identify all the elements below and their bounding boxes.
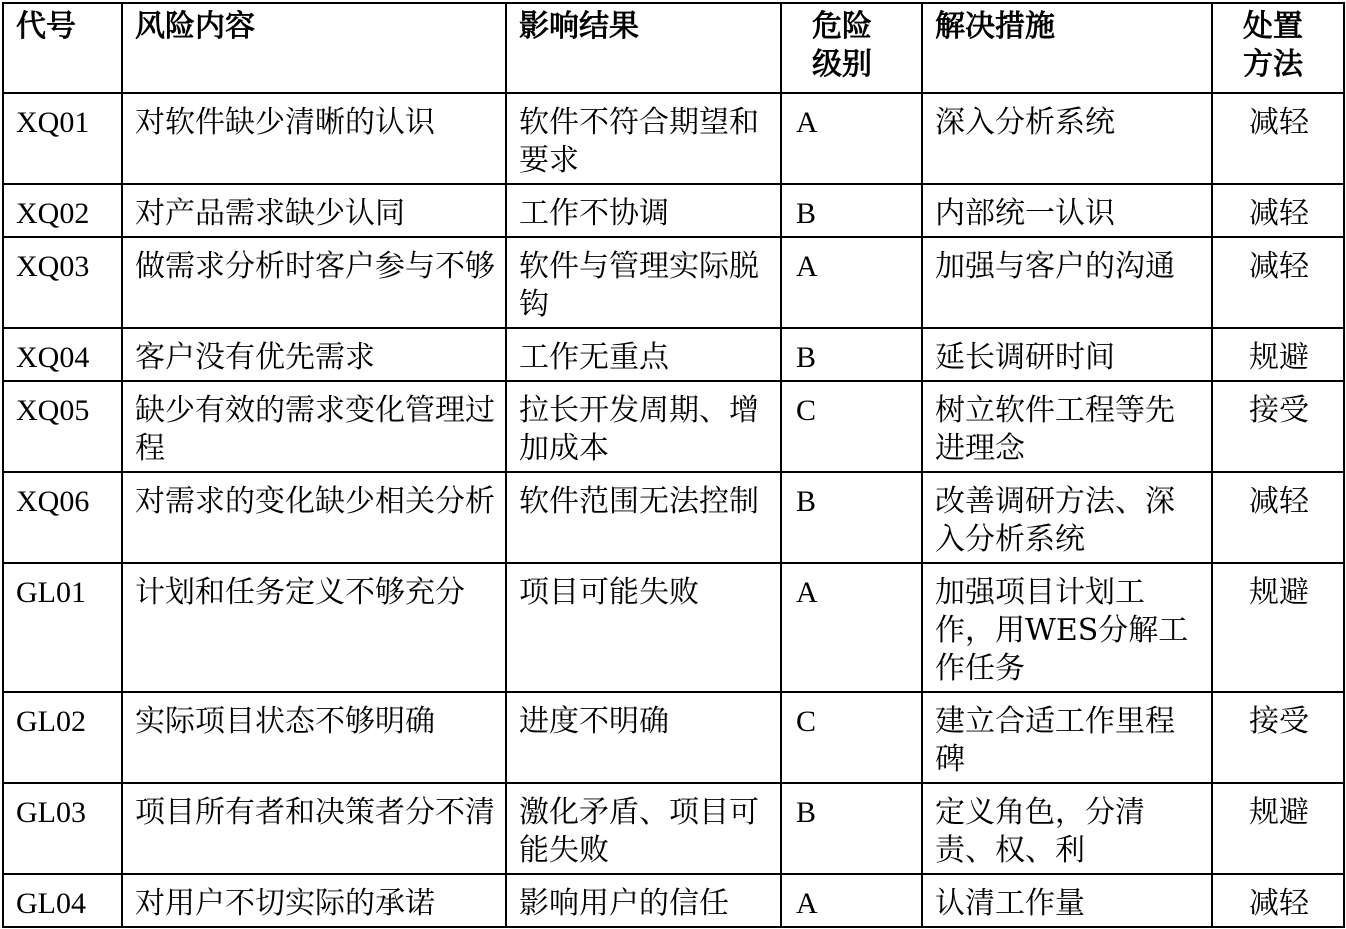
cell-code: XQ03 <box>3 237 122 328</box>
cell-measure: 加强项目计划工作，用WES分解工作任务 <box>922 563 1212 692</box>
cell-risk: 计划和任务定义不够充分 <box>122 563 506 692</box>
cell-level: B <box>781 328 922 381</box>
cell-code: XQ01 <box>3 93 122 184</box>
table-row <box>3 237 1344 328</box>
cell-measure: 定义角色，分清责、权、利 <box>922 783 1212 874</box>
cell-impact: 软件范围无法控制 <box>506 472 781 563</box>
table-row <box>3 472 1344 563</box>
header-measure: 解决措施 <box>922 3 1212 93</box>
cell-measure: 内部统一认识 <box>922 184 1212 237</box>
cell-measure: 深入分析系统 <box>922 93 1212 184</box>
header-impact: 影响结果 <box>506 3 781 93</box>
cell-method: 规避 <box>1212 328 1344 381</box>
cell-impact: 软件与管理实际脱钩 <box>506 237 781 328</box>
cell-impact: 拉长开发周期、增加成本 <box>506 381 781 472</box>
cell-measure: 树立软件工程等先进理念 <box>922 381 1212 472</box>
cell-measure: 改善调研方法、深入分析系统 <box>922 472 1212 563</box>
cell-method: 规避 <box>1212 563 1344 692</box>
table-row <box>3 563 1344 692</box>
cell-method: 接受 <box>1212 381 1344 472</box>
cell-impact: 软件不符合期望和要求 <box>506 93 781 184</box>
table-row <box>3 93 1344 184</box>
cell-level: B <box>781 783 922 874</box>
table-row <box>3 874 1344 927</box>
header-code: 代号 <box>3 3 122 93</box>
header-risk: 风险内容 <box>122 3 506 93</box>
table-row <box>3 381 1344 472</box>
table-row <box>3 783 1344 874</box>
cell-risk: 对需求的变化缺少相关分析 <box>122 472 506 563</box>
risk-table <box>2 2 1345 928</box>
cell-code: XQ02 <box>3 184 122 237</box>
cell-impact: 影响用户的信任 <box>506 874 781 927</box>
cell-measure: 延长调研时间 <box>922 328 1212 381</box>
cell-risk: 做需求分析时客户参与不够 <box>122 237 506 328</box>
cell-method: 接受 <box>1212 692 1344 783</box>
cell-code: XQ05 <box>3 381 122 472</box>
cell-method: 减轻 <box>1212 237 1344 328</box>
cell-risk: 对产品需求缺少认同 <box>122 184 506 237</box>
table-row <box>3 692 1344 783</box>
header-method: 处置方法 <box>1212 3 1344 93</box>
cell-method: 减轻 <box>1212 93 1344 184</box>
header-row <box>3 3 1344 93</box>
cell-impact: 工作不协调 <box>506 184 781 237</box>
cell-level: A <box>781 874 922 927</box>
cell-impact: 项目可能失败 <box>506 563 781 692</box>
cell-level: C <box>781 692 922 783</box>
cell-risk: 对用户不切实际的承诺 <box>122 874 506 927</box>
cell-method: 减轻 <box>1212 184 1344 237</box>
cell-level: B <box>781 472 922 563</box>
cell-level: A <box>781 93 922 184</box>
cell-code: XQ04 <box>3 328 122 381</box>
cell-level: B <box>781 184 922 237</box>
cell-risk: 缺少有效的需求变化管理过程 <box>122 381 506 472</box>
cell-method: 减轻 <box>1212 874 1344 927</box>
cell-code: GL01 <box>3 563 122 692</box>
cell-code: XQ06 <box>3 472 122 563</box>
cell-level: A <box>781 563 922 692</box>
cell-impact: 进度不明确 <box>506 692 781 783</box>
cell-measure: 加强与客户的沟通 <box>922 237 1212 328</box>
cell-level: C <box>781 381 922 472</box>
cell-impact: 激化矛盾、项目可能失败 <box>506 783 781 874</box>
cell-code: GL04 <box>3 874 122 927</box>
cell-risk: 对软件缺少清晰的认识 <box>122 93 506 184</box>
cell-measure: 建立合适工作里程碑 <box>922 692 1212 783</box>
cell-risk: 实际项目状态不够明确 <box>122 692 506 783</box>
header-level: 危险级别 <box>781 3 922 93</box>
cell-method: 规避 <box>1212 783 1344 874</box>
cell-risk: 客户没有优先需求 <box>122 328 506 381</box>
cell-method: 减轻 <box>1212 472 1344 563</box>
cell-level: A <box>781 237 922 328</box>
cell-code: GL02 <box>3 692 122 783</box>
table-row <box>3 328 1344 381</box>
cell-impact: 工作无重点 <box>506 328 781 381</box>
table-row <box>3 184 1344 237</box>
cell-measure: 认清工作量 <box>922 874 1212 927</box>
cell-code: GL03 <box>3 783 122 874</box>
cell-risk: 项目所有者和决策者分不清 <box>122 783 506 874</box>
